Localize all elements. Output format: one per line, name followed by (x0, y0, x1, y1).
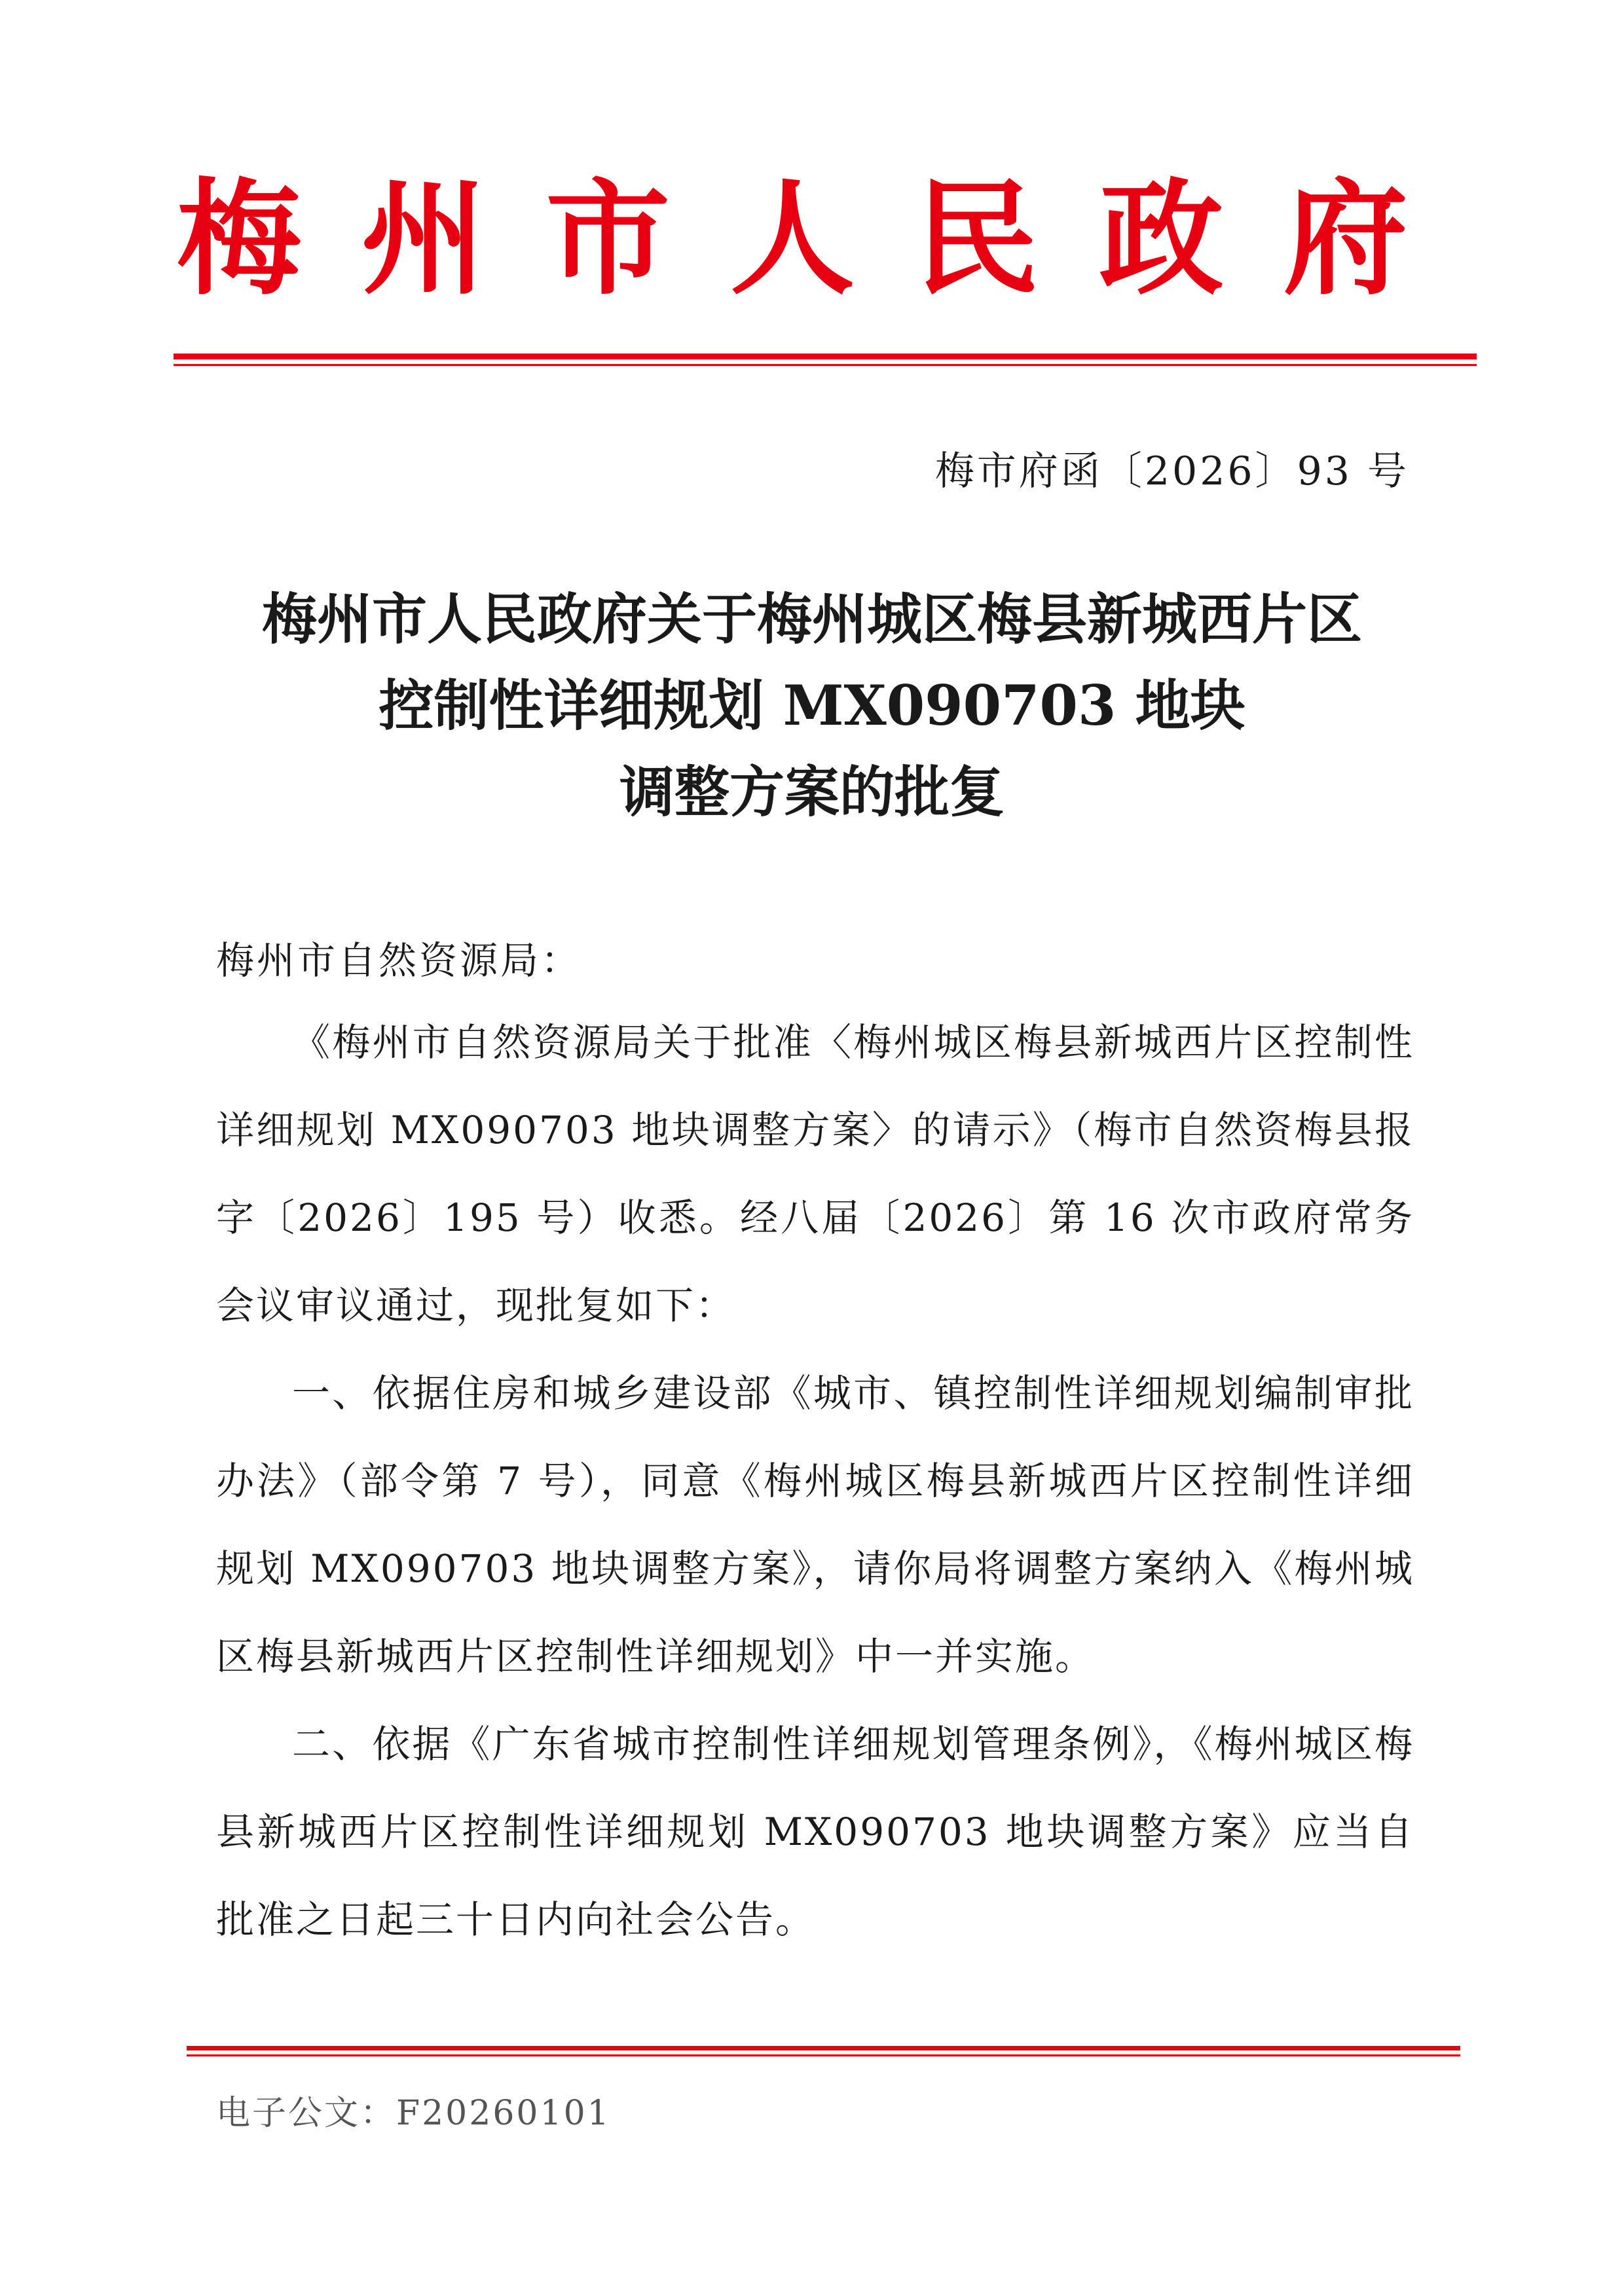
masthead-char: 州 (361, 166, 486, 312)
title-line: 调整方案的批复 (619, 759, 1005, 824)
masthead-char: 人 (729, 166, 855, 312)
masthead-char: 梅 (177, 166, 302, 312)
body-paragraph: 一、依据住房和城乡建设部《城市、镇控制性详细规划编制审批办法》（部令第 7 号），同意《梅州城区梅县新城西片区控制性详细规划 MX090703 地块调整方案》，请你局将调整方案纳入《梅州城区梅县新城西片区控制性详细规划》中一并实施。 (216, 1371, 1414, 1679)
masthead-char: 市 (545, 166, 671, 312)
masthead-issuer (177, 167, 1408, 311)
body-paragraph: 《梅州市自然资源局关于批准〈梅州城区梅县新城西片区控制性详细规划 MX090703 地块调整方案〉的请示》（梅市自然资梅县报字〔2026〕195 号）收悉。经八届〔2026〕第 16 次市政府常务会议审议通过，现批复如下： (216, 1020, 1414, 1328)
addressee: 梅州市自然资源局： (216, 938, 582, 983)
masthead-char: 府 (1283, 166, 1408, 312)
masthead-char: 民 (914, 166, 1039, 312)
footer-divider-thick (187, 2046, 1460, 2050)
electronic-document-id: 电子公文：F20260101 (216, 2094, 611, 2133)
title-line: 梅州市人民政府关于梅州城区梅县新城西片区 (261, 587, 1362, 651)
header-divider-thick (174, 354, 1477, 359)
document-body (216, 998, 1414, 1963)
body-paragraph: 二、依据《广东省城市控制性详细规划管理条例》，《梅州城区梅县新城西片区控制性详细规划 MX090703 地块调整方案》应当自批准之日起三十日内向社会公告。 (216, 1722, 1414, 1942)
footer-divider-thin (187, 2054, 1460, 2056)
masthead-char: 政 (1099, 166, 1224, 312)
title-line: 控制性详细规划 MX090703 地块 (378, 673, 1246, 738)
document-title (164, 576, 1460, 835)
document-number: 梅市府函〔2026〕93 号 (934, 448, 1409, 494)
header-divider-thin (174, 364, 1477, 366)
